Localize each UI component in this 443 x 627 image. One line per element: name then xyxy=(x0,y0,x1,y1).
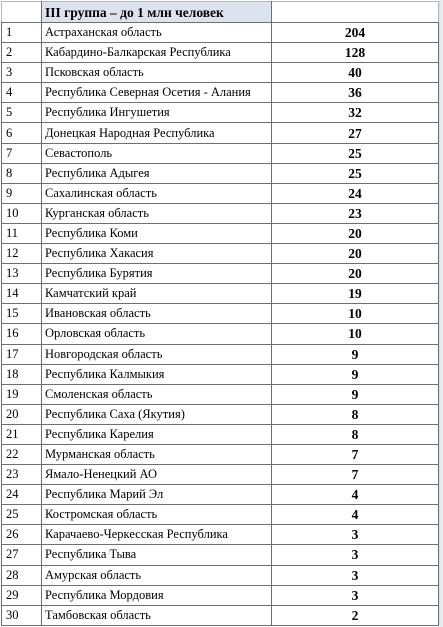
region-name-cell[interactable]: Республика Мордовия xyxy=(42,585,272,605)
region-name-cell[interactable]: Республика Северная Осетия - Алания xyxy=(42,83,272,103)
table-row xyxy=(2,344,439,364)
region-name-cell[interactable]: Сахалинская область xyxy=(42,183,272,203)
row-number-cell[interactable]: 8 xyxy=(2,163,42,183)
table-row xyxy=(2,444,439,464)
value-cell[interactable]: 36 xyxy=(272,83,439,103)
value-cell[interactable]: 204 xyxy=(272,23,439,43)
value-cell[interactable]: 3 xyxy=(272,525,439,545)
value-cell[interactable]: 25 xyxy=(272,163,439,183)
value-cell[interactable]: 9 xyxy=(272,344,439,364)
value-cell[interactable]: 7 xyxy=(272,465,439,485)
value-cell[interactable]: 10 xyxy=(272,324,439,344)
spreadsheet-sheet xyxy=(1,1,438,625)
table-row xyxy=(2,485,439,505)
window-edge xyxy=(439,0,443,627)
row-number-cell[interactable]: 29 xyxy=(2,585,42,605)
value-cell[interactable]: 128 xyxy=(272,43,439,63)
region-name-cell[interactable]: Республика Саха (Якутия) xyxy=(42,404,272,424)
region-name-cell[interactable]: Республика Коми xyxy=(42,223,272,243)
value-cell[interactable]: 24 xyxy=(272,183,439,203)
row-number-cell[interactable]: 12 xyxy=(2,244,42,264)
row-number-cell[interactable]: 3 xyxy=(2,63,42,83)
region-name-cell[interactable]: Костромская область xyxy=(42,505,272,525)
region-name-cell[interactable]: Ямало-Ненецкий АО xyxy=(42,465,272,485)
row-number-cell[interactable]: 9 xyxy=(2,183,42,203)
value-cell[interactable]: 19 xyxy=(272,284,439,304)
table-row xyxy=(2,324,439,344)
region-name-cell[interactable]: Республика Калмыкия xyxy=(42,364,272,384)
value-cell[interactable]: 20 xyxy=(272,264,439,284)
table-body xyxy=(2,2,439,626)
row-number-cell[interactable]: 4 xyxy=(2,83,42,103)
table-row xyxy=(2,284,439,304)
table-row xyxy=(2,465,439,485)
region-name-cell[interactable]: Орловская область xyxy=(42,324,272,344)
row-number-cell[interactable]: 20 xyxy=(2,404,42,424)
region-name-cell[interactable]: Ивановская область xyxy=(42,304,272,324)
value-cell[interactable]: 3 xyxy=(272,585,439,605)
region-name-cell[interactable]: Карачаево-Черкесская Республика xyxy=(42,525,272,545)
region-name-cell[interactable]: Республика Карелия xyxy=(42,424,272,444)
row-number-cell[interactable]: 14 xyxy=(2,284,42,304)
value-cell[interactable]: 2 xyxy=(272,605,439,625)
table-row xyxy=(2,203,439,223)
table-row xyxy=(2,143,439,163)
table-header-row xyxy=(2,2,439,23)
row-number-cell[interactable]: 23 xyxy=(2,465,42,485)
table-row xyxy=(2,103,439,123)
region-name-cell[interactable]: Новгородская область xyxy=(42,344,272,364)
table-row xyxy=(2,525,439,545)
region-name-cell[interactable]: Кабардино-Балкарская Республика xyxy=(42,43,272,63)
row-number-cell[interactable]: 11 xyxy=(2,223,42,243)
regions-table xyxy=(1,1,439,626)
row-number-cell[interactable]: 26 xyxy=(2,525,42,545)
value-cell[interactable]: 9 xyxy=(272,384,439,404)
table-row xyxy=(2,63,439,83)
region-name-cell[interactable]: Республика Бурятия xyxy=(42,264,272,284)
table-row xyxy=(2,123,439,143)
header-num-cell[interactable] xyxy=(2,2,42,23)
value-cell[interactable]: 8 xyxy=(272,404,439,424)
region-name-cell[interactable]: Амурская область xyxy=(42,565,272,585)
region-name-cell[interactable]: Донецкая Народная Республика xyxy=(42,123,272,143)
table-row xyxy=(2,424,439,444)
row-number-cell[interactable]: 16 xyxy=(2,324,42,344)
table-row xyxy=(2,264,439,284)
value-cell[interactable]: 25 xyxy=(272,143,439,163)
region-name-cell[interactable]: Мурманская область xyxy=(42,444,272,464)
region-name-cell[interactable]: Севастополь xyxy=(42,143,272,163)
table-row xyxy=(2,183,439,203)
value-cell[interactable]: 8 xyxy=(272,424,439,444)
table-row xyxy=(2,163,439,183)
value-cell[interactable]: 23 xyxy=(272,203,439,223)
table-row xyxy=(2,83,439,103)
table-row xyxy=(2,304,439,324)
table-row xyxy=(2,223,439,243)
value-cell[interactable]: 20 xyxy=(272,244,439,264)
table-row xyxy=(2,43,439,63)
value-cell[interactable]: 27 xyxy=(272,123,439,143)
region-name-cell[interactable]: Республика Адыгея xyxy=(42,163,272,183)
value-cell[interactable]: 32 xyxy=(272,103,439,123)
row-number-cell[interactable]: 7 xyxy=(2,143,42,163)
region-name-cell[interactable]: Республика Ингушетия xyxy=(42,103,272,123)
value-cell[interactable]: 3 xyxy=(272,545,439,565)
row-number-cell[interactable]: 13 xyxy=(2,264,42,284)
table-row xyxy=(2,404,439,424)
value-cell[interactable]: 7 xyxy=(272,444,439,464)
table-row xyxy=(2,605,439,625)
value-cell[interactable]: 4 xyxy=(272,505,439,525)
row-number-cell[interactable]: 1 xyxy=(2,23,42,43)
region-name-cell[interactable]: Республика Марий Эл xyxy=(42,485,272,505)
region-name-cell[interactable]: Камчатский край xyxy=(42,284,272,304)
row-number-cell[interactable]: 6 xyxy=(2,123,42,143)
value-cell[interactable]: 9 xyxy=(272,364,439,384)
value-cell[interactable]: 40 xyxy=(272,63,439,83)
table-row xyxy=(2,364,439,384)
row-number-cell[interactable]: 5 xyxy=(2,103,42,123)
table-row xyxy=(2,505,439,525)
row-number-cell[interactable]: 18 xyxy=(2,364,42,384)
table-row xyxy=(2,244,439,264)
table-row xyxy=(2,23,439,43)
row-number-cell[interactable]: 19 xyxy=(2,384,42,404)
row-number-cell[interactable]: 24 xyxy=(2,485,42,505)
header-value-cell[interactable] xyxy=(272,2,439,23)
region-name-cell[interactable]: Смоленская область xyxy=(42,384,272,404)
region-name-cell[interactable]: Курганская область xyxy=(42,203,272,223)
region-name-cell[interactable]: Псковская область xyxy=(42,63,272,83)
table-row xyxy=(2,565,439,585)
row-number-cell[interactable]: 28 xyxy=(2,565,42,585)
row-number-cell[interactable]: 17 xyxy=(2,344,42,364)
value-cell[interactable]: 3 xyxy=(272,565,439,585)
region-name-cell[interactable]: Тамбовская область xyxy=(42,605,272,625)
region-name-cell[interactable]: Астраханская область xyxy=(42,23,272,43)
row-number-cell[interactable]: 2 xyxy=(2,43,42,63)
table-row xyxy=(2,585,439,605)
value-cell[interactable]: 20 xyxy=(272,223,439,243)
row-number-cell[interactable]: 21 xyxy=(2,424,42,444)
region-name-cell[interactable]: Республика Тыва xyxy=(42,545,272,565)
group-title-cell[interactable]: III группа – до 1 млн человек xyxy=(42,2,272,23)
row-number-cell[interactable]: 22 xyxy=(2,444,42,464)
row-number-cell[interactable]: 27 xyxy=(2,545,42,565)
value-cell[interactable]: 4 xyxy=(272,485,439,505)
table-row xyxy=(2,384,439,404)
table-row xyxy=(2,545,439,565)
region-name-cell[interactable]: Республика Хакасия xyxy=(42,244,272,264)
value-cell[interactable]: 10 xyxy=(272,304,439,324)
row-number-cell[interactable]: 10 xyxy=(2,203,42,223)
row-number-cell[interactable]: 25 xyxy=(2,505,42,525)
row-number-cell[interactable]: 30 xyxy=(2,605,42,625)
row-number-cell[interactable]: 15 xyxy=(2,304,42,324)
